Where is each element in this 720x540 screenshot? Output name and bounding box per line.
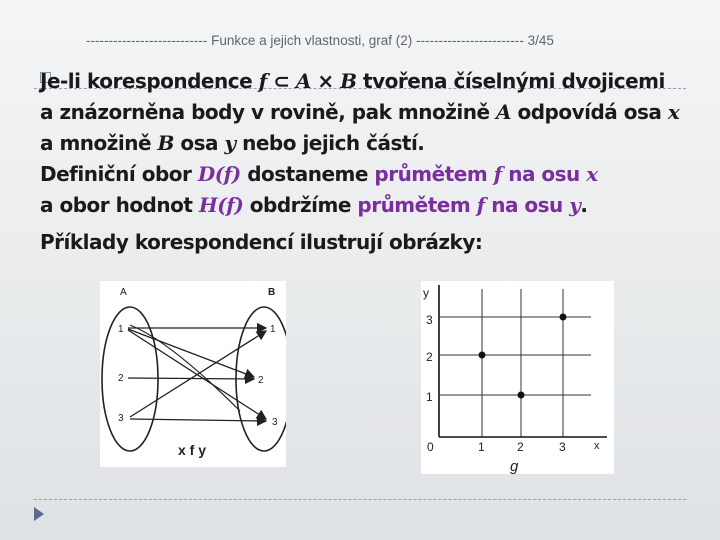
x-axis-label: x [594,440,600,452]
math-times: × [310,69,341,93]
math-range: H(f) [198,193,244,217]
highlight-text: průmětem [357,193,477,217]
graph-g-svg [421,281,614,474]
correspondence-diagram [100,281,286,467]
slide-body-text [40,66,680,258]
a-item-2: 2 [118,373,124,384]
text-span: odpovídá osa [511,100,668,124]
math-subset: ⊂ [266,69,296,93]
math-a: A [495,100,511,124]
text-line-2 [40,97,680,128]
diagram-caption: x f y [178,442,207,458]
y-tick-1: 1 [426,390,433,404]
arrow-3-curve [130,325,240,411]
set-b-label: B [268,287,276,298]
highlight-text: na osu [501,162,587,186]
highlight-text: na osu [484,193,570,217]
math-b: B [157,131,174,155]
b-item-3: 3 [272,417,278,428]
text-span: Je-li korespondence [40,69,259,93]
graph-points [479,314,567,399]
origin-label: 0 [427,440,434,454]
math-b: B [340,69,357,93]
b-item-2: 2 [258,375,264,386]
text-span: nebo jejich částí. [235,131,425,155]
text-span: Definiční obor [40,162,198,186]
graph-point-1 [479,352,486,359]
y-tick-3: 3 [426,313,433,327]
graph-point-3 [560,314,567,321]
math-f: f [493,162,502,186]
text-line-5 [40,190,680,221]
y-tick-2: 2 [426,350,433,364]
a-item-1: 1 [118,324,124,335]
graph-caption: g [510,458,519,474]
highlight-text: průmětem [374,162,494,186]
arrow-1-to-2 [128,329,254,377]
x-tick-1: 1 [478,440,485,454]
graph-point-2 [518,392,525,399]
x-tick-2: 2 [517,440,524,454]
text-span: a znázorněna body v rovině, pak množině [40,100,496,124]
b-item-1: 1 [270,324,276,335]
x-tick-3: 3 [559,440,566,454]
text-line-1 [40,66,680,97]
math-f: f [476,193,485,217]
slide-header: --------------------------- Funkce a jejich vlastnosti, graf (2) ------------------------ 3/45 [86,33,554,48]
math-x: x [586,162,598,186]
bottom-divider [34,499,686,500]
math-a: A [295,69,311,93]
text-line-6: Příklady korespondencí ilustrují obrázky: [40,230,483,254]
math-domain: D(f) [197,162,241,186]
math-y: y [224,131,236,155]
graph-g [421,281,614,474]
text-span: a množině [40,131,158,155]
text-span: . [580,193,588,217]
math-x: x [667,100,680,124]
text-line-3 [40,128,680,159]
arrow-3-to-3 [130,419,266,421]
text-span: dostaneme [240,162,375,186]
set-a-label: A [120,287,127,298]
math-f: f [258,69,267,93]
text-span: obdržíme [243,193,358,217]
y-axis-label: y [423,286,429,300]
next-slide-arrow-icon[interactable] [34,507,44,521]
text-span: osa [173,131,225,155]
text-span: tvořena číselnými dvojicemi [356,69,665,93]
a-item-3: 3 [118,413,124,424]
text-span: a obor hodnot [40,193,199,217]
math-y: y [569,193,581,217]
text-line-4 [40,159,680,190]
correspondence-svg [100,281,286,467]
